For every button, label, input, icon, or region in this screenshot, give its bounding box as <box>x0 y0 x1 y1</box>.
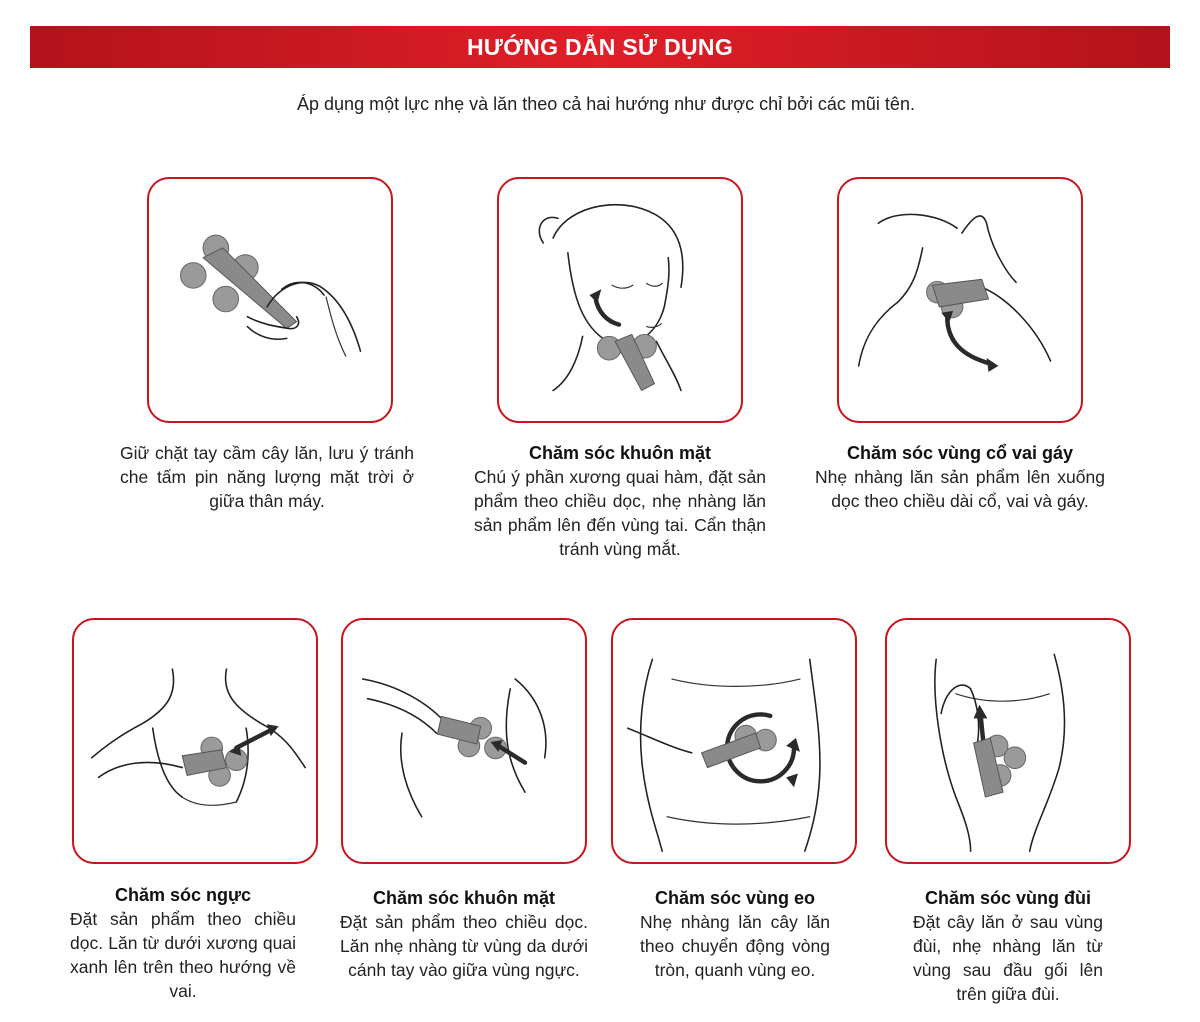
step-7-text: Đặt cây lăn ở sau vùng đùi, nhẹ nhàng lăn từ vùng sau đầu gối lên trên giữa đùi. <box>913 912 1103 1004</box>
step-7-caption <box>913 886 1103 1006</box>
step-6-title: Chăm sóc vùng eo <box>654 888 816 908</box>
step-2-card <box>497 177 743 423</box>
step-3-title: Chăm sóc vùng cổ vai gáy <box>846 443 1074 463</box>
underarm-roller-icon <box>343 620 585 862</box>
step-1-text: Giữ chặt tay cầm cây lăn, lưu ý tránh che tấm pin năng lượng mặt trời ở giữa thân máy. <box>120 443 414 511</box>
step-5-card <box>341 618 587 864</box>
step-3-card <box>837 177 1083 423</box>
step-1-caption <box>120 441 414 513</box>
step-4-caption <box>70 883 296 1003</box>
chest-roller-icon <box>74 620 316 862</box>
step-2-text: Chú ý phần xương quai hàm, đặt sản phẩm theo chiều dọc, nhẹ nhàng lăn sản phẩm lên đến vùng tai. Cẩn thận tránh vùng mắt. <box>474 467 766 559</box>
thigh-roller-icon <box>887 620 1129 862</box>
step-6-caption <box>640 886 830 982</box>
step-2-caption <box>474 441 766 561</box>
step-6-text: Nhẹ nhàng lăn cây lăn theo chuyển động vòng tròn, quanh vùng eo. <box>640 912 830 980</box>
step-5-title: Chăm sóc khuôn mặt <box>372 888 556 908</box>
step-4-card <box>72 618 318 864</box>
face-roller-icon <box>499 179 741 421</box>
step-5-text: Đặt sản phẩm theo chiều dọc. Lăn nhẹ nhàng từ vùng da dưới cánh tay vào giữa vùng ngực. <box>340 912 588 980</box>
step-1-card <box>147 177 393 423</box>
step-4-text: Đặt sản phẩm theo chiều dọc. Lăn từ dưới xương quai xanh lên trên theo hướng về vai. <box>70 909 296 1001</box>
step-2-title: Chăm sóc khuôn mặt <box>528 443 712 463</box>
step-7-title: Chăm sóc vùng đùi <box>924 888 1092 908</box>
hand-holding-roller-icon <box>149 179 391 421</box>
page-title: HƯỚNG DẪN SỬ DỤNG <box>466 33 734 60</box>
intro-text: Áp dụng một lực nhẹ và lăn theo cả hai hướng như được chỉ bởi các mũi tên. <box>297 94 915 114</box>
header-banner <box>30 26 1170 68</box>
step-4-title: Chăm sóc ngực <box>114 885 252 905</box>
step-5-caption <box>340 886 588 982</box>
step-3-text: Nhẹ nhàng lăn sản phẩm lên xuống dọc theo chiều dài cổ, vai và gáy. <box>815 467 1105 511</box>
step-7-card <box>885 618 1131 864</box>
step-3-caption <box>815 441 1105 513</box>
waist-roller-icon <box>613 620 855 862</box>
step-6-card <box>611 618 857 864</box>
neck-roller-icon <box>839 179 1081 421</box>
